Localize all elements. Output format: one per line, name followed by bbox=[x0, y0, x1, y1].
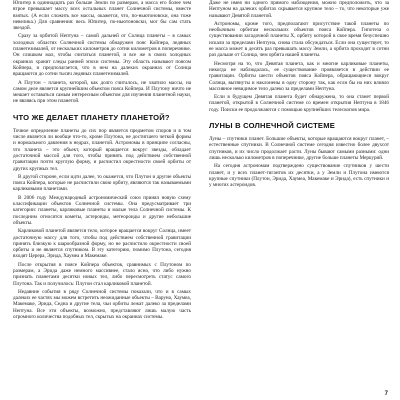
paragraph: Даже не имея ни одного прямого наблюдения, можно предположить, что за Нептуном на далеких орбитах скрывается крупное тело – то, что некоторые уже называют Девятой планетой. bbox=[209, 0, 389, 19]
paragraph: В 2006 году Международный астрономический союз принял новую схему классификации объектов Солнечной системы. Она предусматривает три категории: планеты, карликовые планеты и малые тела Солнечной системы. К последним относятся кометы, астероиды, метеороиды и другие небольшие объекты. bbox=[13, 194, 191, 226]
paragraph: После открытия в поясе Койпера объектов, сравнимых с Плутоном по размерам, а Эрида даже немного массивнее, стало ясно, что либо нужно признать планетами десятки новых тел, либо пересмотреть статус самого Плутона. Так и получилось: Плутон стал карликовой планетой. bbox=[13, 261, 191, 287]
paragraph: В другой стороне, если идти далее, то окажется, что Плутон и другие объекты пояса Койпера, которые не расчистили свою орбиту, являются так называемыми карликовыми планетами. bbox=[13, 173, 191, 193]
paragraph: Астрономы, кроме того, предполагают присутствие такой планеты по необычным орбитам нескольких объектов пояса Койпера. Гипотеза о существовании загадочной планеты X, орбиту которой в свое время безуспешно искали за пределами Нептуна, снова стала обсуждаться. Если она существует, то ее масса может в десять раз превышать массу Земли, а орбита проходит в сотни раз дальше от Солнца, чем орбита нашей планеты. bbox=[209, 20, 389, 59]
page-number: 7 bbox=[384, 391, 388, 397]
paragraph: Сразу за орбитой Нептуна – самой дальней от Солнца планеты – в самых холодных областях Солнечной системы обнаружен пояс Койпера, ледяных планетезималей, от нескольких километров до сотни километров в поперечнике. Он слишком мал, чтобы считаться планетой, и все же в своих холодных окраинах хранит следы ранней эпохи системы. Эту область называют поясом Койпера, и предполагается, что в нем на далеких окраинах от Солнца вращаются до сотни тысяч ледяных планетезималей. bbox=[13, 33, 191, 78]
paragraph: На сегодня астрономам подтверждено существование спутников у шести планет, и у всех планет-гигантов их десятки, а у Земли и Плутона имеются крупные спутники (Плутон, Эрида, Хаумеа, Макемаке и Эрида), есть спутники и у многих астероидов. bbox=[209, 163, 389, 189]
paragraph: А Плутон – планета, которой, как долго считалось, не хватило массы, на самом деле является крупнейшим объектом пояса Койпера. И Плутону ничто не мешает оставаться самым интересным объектом для изучения планетной науки, не являясь при этом планетой. bbox=[13, 79, 191, 105]
left-column bbox=[13, 0, 191, 322]
paragraph: Карликовой планетой является тело, которое вращается вокруг Солнца, имеет достаточную массу для того, чтобы под действием собственной гравитации принять близкую к шарообразной форму, но не расчистило окрестности своей орбиты и не является спутником. В эту категорию, помимо Плутона, сегодня входят Церера, Эрида, Хаумеа и Макемаке. bbox=[13, 228, 191, 260]
right-column bbox=[209, 0, 389, 190]
section-heading: ЧТО ЖЕ ДЕЛАЕТ ПЛАНЕТУ ПЛАНЕТОЙ? bbox=[13, 112, 170, 122]
paragraph: Луны – спутники планет. Большие объекты, которые вращаются вокруг планет, – естественные спутники. В Солнечной системе сегодня известно более двухсот спутников, и их число продолжает расти. Луны бывают самыми разными: одни лишь несколько километров в поперечнике, другие больше планеты Меркурий. bbox=[209, 136, 389, 161]
paragraph: Несмотря на то, что Девятая планета, как и многие карликовые планеты, никогда не наблюдалась, ее существование проявляется в действии ее гравитации. Орбиты шести объектов пояса Койпера, обращающиеся вокруг Солнца, вытянуты и наклонены в одну сторону так, как если бы на них влияло массивное невидимое тело далеко за пределами Нептуна. bbox=[209, 60, 389, 92]
paragraph: Если в будущем Девятая планета будет обнаружена, то она станет первой планетой, открытой в Солнечной системе со времен открытия Нептуна в 1846 году. Поиски ее продолжаются с помощью крупнейших телескопов мира. bbox=[209, 94, 389, 113]
paragraph: Недавние события в ряду Солнечной системы показали, что и в самых далеких ее частях мы можем встретить неожиданные объекты – Варуна, Хаумеа, Макемаке, Эрида, Седна и другие тела, чьи орбиты лежат далеко за пределами Нептуна. Все эти объекты, возможно, представляют лишь малую часть огромного количества подобных тел, скрытых на окраинах системы. bbox=[13, 288, 191, 321]
paragraph: Точное определение планеты до сих пор является предметом споров и в том числе является ли вообще что-то, кроме Плутона, не достигшего четкой формы и нормального давления в недрах, планетой. Астрономы в принципе согласны, что планета – это объект, который вращается вокруг звезды, обладает достаточной массой для того, чтобы принять под действием собственной гравитации почти круглую форму, и расчистил окрестности своей орбиты от других крупных тел. bbox=[13, 127, 191, 172]
paragraph: Юпитер в одиннадцать раз больше Земли по размерам, а масса его более чем втрое превышает массу всех остальных планет Солнечной системы, вместе взятых. (А если сложить все массы, окажется, что, по-ньютоновски, она тоже невелика.) Для сравнения: весь Юпитер, по-ньютоновски, мог бы сам стать звездой. bbox=[13, 0, 191, 32]
section-heading: ЛУНЫ В СОЛНЕЧНОЙ СИСТЕМЕ bbox=[209, 121, 335, 131]
